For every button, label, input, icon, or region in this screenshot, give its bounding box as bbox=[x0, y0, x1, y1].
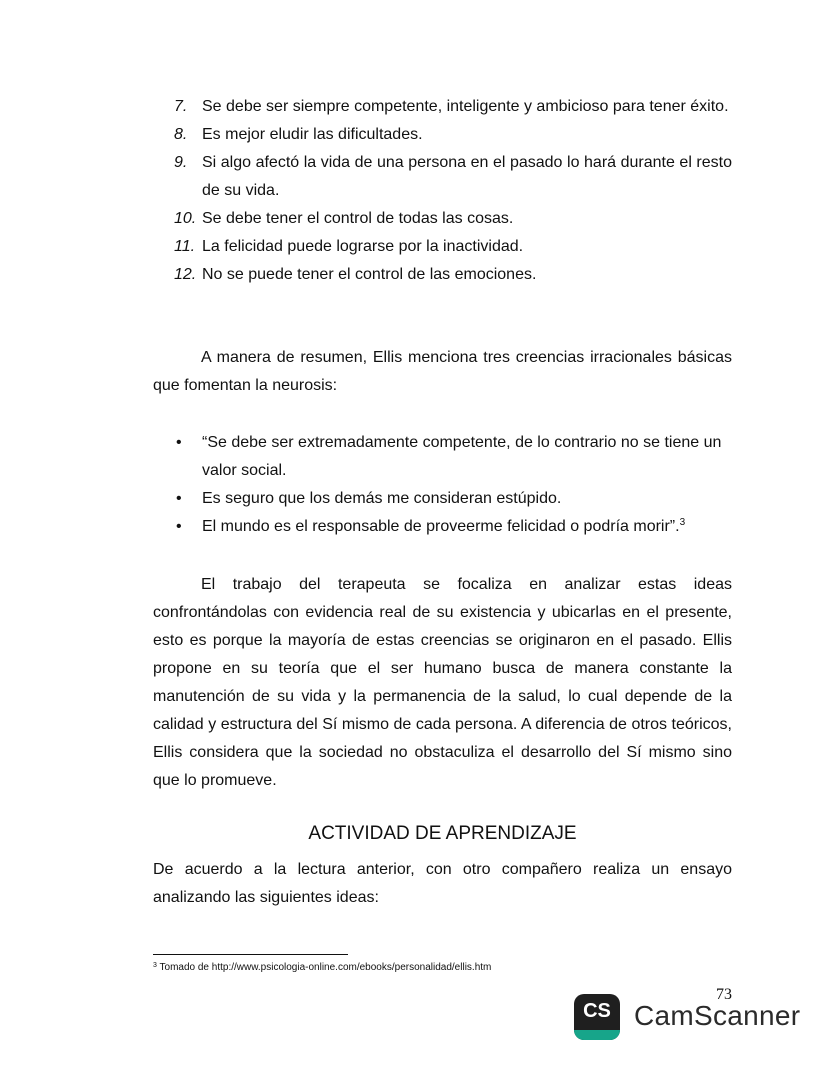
irrational-beliefs-list bbox=[174, 93, 732, 289]
bullet-item bbox=[174, 429, 732, 485]
item-text: La felicidad puede lograrse por la inactividad. bbox=[202, 238, 524, 255]
page-number: 73 bbox=[716, 986, 732, 1003]
camscanner-watermark bbox=[574, 994, 804, 1042]
summary-paragraph: A manera de resumen, Ellis menciona tres creencias irracionales básicas que fomentan la neurosis: bbox=[153, 349, 732, 394]
logo-brand-text: CamScanner bbox=[634, 1000, 801, 1031]
bullet-text: Es seguro que los demás me consideran estúpido. bbox=[202, 490, 562, 507]
item-number: 8. bbox=[174, 126, 188, 143]
item-text: Se debe ser siempre competente, inteligente y ambicioso para tener éxito. bbox=[202, 98, 729, 115]
list-item bbox=[174, 205, 732, 233]
bullet-icon: • bbox=[176, 490, 182, 507]
footnote bbox=[153, 962, 491, 973]
item-text: No se puede tener el control de las emociones. bbox=[202, 266, 537, 283]
item-number: 7. bbox=[174, 98, 188, 115]
item-number: 11. bbox=[174, 238, 196, 255]
bullet-text: “Se debe ser extremadamente competente, de lo contrario no se tiene un valor social. bbox=[202, 434, 722, 479]
bullet-item bbox=[174, 485, 732, 513]
activity-paragraph: De acuerdo a la lectura anterior, con otro compañero realiza un ensayo analizando las siguientes ideas: bbox=[153, 861, 732, 906]
bullet-item bbox=[174, 513, 732, 541]
bullet-icon: • bbox=[176, 434, 182, 451]
therapist-paragraph: El trabajo del terapeuta se focaliza en analizar estas ideas confrontándolas con evidencia real de su existencia y ubicarlas en el presente, esto es porque la mayoría de estas creencias se originaron en el pasado. Ellis propone en su teoría que el ser humano busca de manera constante la manutención de su vida y la permanencia de la salud, lo cual depende de la calidad y estructura del Sí mismo de cada persona. A diferencia de otros teóricos, Ellis considera que la sociedad no obstaculiza el desarrollo del Sí mismo sino que lo promueve. bbox=[153, 576, 732, 789]
footnote-text: Tomado de http://www.psicologia-online.com/ebooks/personalidad/ellis.htm bbox=[159, 962, 492, 973]
logo-badge-text: CS bbox=[583, 1000, 611, 1022]
footnote-mark: 3 bbox=[153, 962, 157, 969]
bullet-icon: • bbox=[176, 518, 182, 535]
bullet-text: El mundo es el responsable de proveerme felicidad o podría morir”. bbox=[202, 518, 680, 535]
list-item bbox=[174, 121, 732, 149]
list-item bbox=[174, 261, 732, 289]
footnote-divider bbox=[153, 954, 348, 955]
footnote-reference: 3 bbox=[679, 517, 686, 528]
item-text: Es mejor eludir las dificultades. bbox=[202, 126, 423, 143]
list-item bbox=[174, 149, 732, 205]
basic-beliefs-list bbox=[174, 429, 732, 541]
item-text: Se debe tener el control de todas las cosas. bbox=[202, 210, 514, 227]
item-text: Si algo afectó la vida de una persona en el pasado lo hará durante el resto de su vida. bbox=[202, 154, 732, 199]
list-item bbox=[174, 93, 732, 121]
camscanner-logo-icon bbox=[574, 994, 620, 1040]
item-number: 9. bbox=[174, 154, 188, 171]
item-number: 12. bbox=[174, 266, 197, 283]
list-item bbox=[174, 233, 732, 261]
activity-heading: ACTIVIDAD DE APRENDIZAJE bbox=[308, 823, 577, 844]
item-number: 10. bbox=[174, 210, 197, 227]
